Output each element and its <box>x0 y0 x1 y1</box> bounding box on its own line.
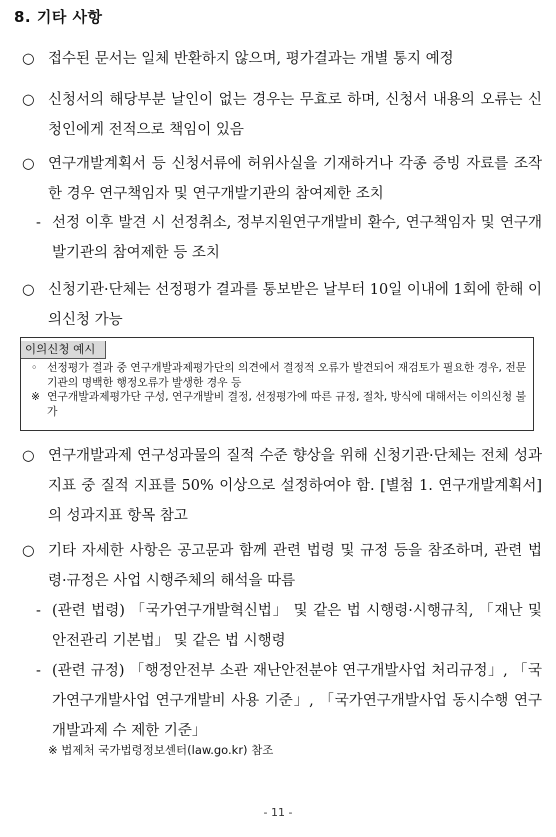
box-item-mark: ※ <box>31 390 41 403</box>
sub-item <box>36 596 542 656</box>
bullet-text: 연구개발계획서 등 신청서류에 허위사실을 기재하거나 각종 증빙 자료를 조작한 경우 연구책임자 및 연구개발기관의 참여제한 조치 <box>48 156 542 202</box>
bullet-mark: ○ <box>22 92 35 108</box>
bullet-item <box>22 441 542 531</box>
bullet-item <box>22 44 542 74</box>
sub-item <box>36 208 542 268</box>
bullet-text: 연구개발과제 연구성과물의 질적 수준 향상을 위해 신청기관·단체는 전체 성과지표 중 질적 지표를 50% 이상으로 설정하여야 함. [별첨 1. 연구개발계획서]의 성과지표 항목 참고 <box>48 448 542 524</box>
objection-example-box <box>20 337 534 431</box>
bullet-mark: ○ <box>22 448 35 464</box>
bullet-mark: ○ <box>22 51 35 67</box>
box-item-text: 선정평가 결과 중 연구개발과제평가단의 의견에서 결정적 오류가 발견되어 재검토가 필요한 경우, 전문기관의 명백한 행정오류가 발생한 경우 등 <box>47 361 527 389</box>
box-title: 이의신청 예시 <box>21 341 106 359</box>
sub-item-text: (관련 규정) 「행정안전부 소관 재난안전분야 연구개발사업 처리규정」, 「국가연구개발사업 연구개발비 사용 기준」, 「국가연구개발사업 동시수행 연구개발과제 수 제한 기준」 <box>52 663 542 739</box>
bullet-mark: ○ <box>22 543 35 559</box>
bullet-item <box>22 149 542 209</box>
bullet-item <box>22 85 542 145</box>
sub-item <box>36 656 542 746</box>
bullet-item <box>22 536 542 596</box>
section-heading: 8. 기타 사항 <box>14 8 103 26</box>
bullet-item <box>22 275 542 335</box>
page-number: - 11 - <box>263 806 293 819</box>
box-item <box>21 361 533 390</box>
box-item-text: 연구개발과제평가단 구성, 연구개발비 결정, 선정평가에 따른 규정, 절차, 방식에 대해서는 이의신청 불가 <box>47 390 527 418</box>
bullet-text: 기타 자세한 사항은 공고문과 함께 관련 법령 및 규정 등을 참조하며, 관련 법령·규정은 사업 시행주체의 해석을 따름 <box>48 543 542 589</box>
bullet-mark: ○ <box>22 156 35 172</box>
dash-mark: - <box>36 603 41 619</box>
sub-item-text: (관련 법령) 「국가연구개발혁신법」 및 같은 법 시행령·시행규칙, 「재난 및 안전관리 기본법」 및 같은 법 시행령 <box>52 603 542 649</box>
bullet-text: 접수된 문서는 일체 반환하지 않으며, 평가결과는 개별 통지 예정 <box>48 51 454 67</box>
dash-mark: - <box>36 663 41 679</box>
bullet-text: 신청서의 해당부분 날인이 없는 경우는 무효로 하며, 신청서 내용의 오류는 신청인에게 전적으로 책임이 있음 <box>48 92 542 138</box>
reference-note: ※ 법제처 국가법령정보센터(law.go.kr) 참조 <box>48 743 274 757</box>
box-item <box>21 390 533 419</box>
sub-item-text: 선정 이후 발견 시 선정취소, 정부지원연구개발비 환수, 연구책임자 및 연구개발기관의 참여제한 등 조치 <box>52 215 542 261</box>
bullet-text: 신청기관·단체는 선정평가 결과를 통보받은 날부터 10일 이내에 1회에 한해 이의신청 가능 <box>48 282 542 328</box>
box-item-mark: ◦ <box>31 361 38 374</box>
dash-mark: - <box>36 215 41 231</box>
bullet-mark: ○ <box>22 282 35 298</box>
